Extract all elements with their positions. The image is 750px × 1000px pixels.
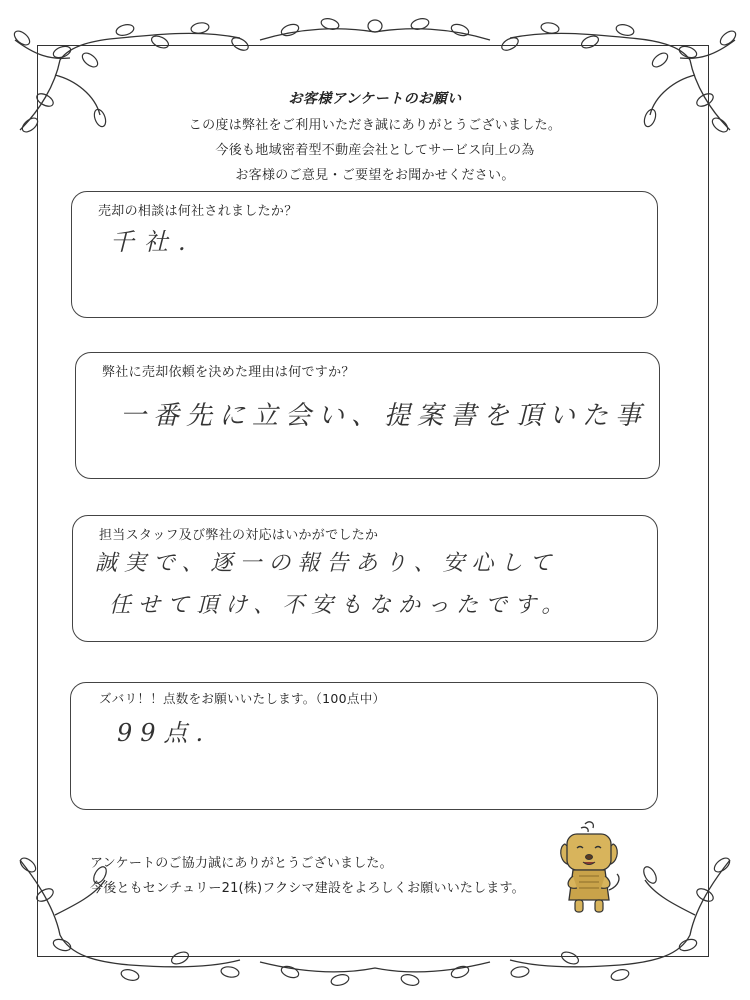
- handwritten-answer-4: 99点.: [117, 719, 212, 747]
- footer-company-line: 今後ともセンチュリー21(株)フクシマ建設をよろしくお願いいたします。: [90, 881, 525, 896]
- question-label-1: 売却の相談は何社されましたか？: [98, 204, 298, 219]
- question-label-4: ズバリ！！点数をお願いいたします。（100点中）: [99, 691, 386, 706]
- question-box-4: [70, 682, 658, 810]
- intro-line-3: お客様のご意見・ご要望をお聞かせください。: [235, 168, 515, 183]
- question-box-3: [72, 515, 658, 642]
- question-label-2: 弊社に売却依頼を決めた理由は何ですか？: [102, 365, 355, 380]
- handwritten-answer-3-line-2: 任せて頂け、不安もなかったです。: [109, 593, 571, 618]
- handwritten-answer-2: 一番先に立会い、提案書を頂いた事: [120, 401, 649, 431]
- footer-thanks: アンケートのご協力誠にありがとうございました。: [90, 856, 393, 871]
- intro-line-1: この度は弊社をご利用いただき誠にありがとうございました。: [188, 118, 562, 133]
- dog-mascot-icon: [555, 820, 625, 915]
- question-box-2: [75, 352, 660, 479]
- question-box-1: [71, 191, 658, 318]
- intro-line-2: 今後も地域密着型不動産会社としてサービス向上の為: [215, 143, 535, 158]
- handwritten-answer-1: 千社.: [110, 228, 196, 256]
- survey-title: お客様アンケートのお願い: [288, 91, 462, 107]
- handwritten-answer-3-line-1: 誠実で、逐一の報告あり、安心して: [95, 551, 559, 576]
- question-label-3: 担当スタッフ及び弊社の対応はいかがでしたか: [99, 528, 379, 543]
